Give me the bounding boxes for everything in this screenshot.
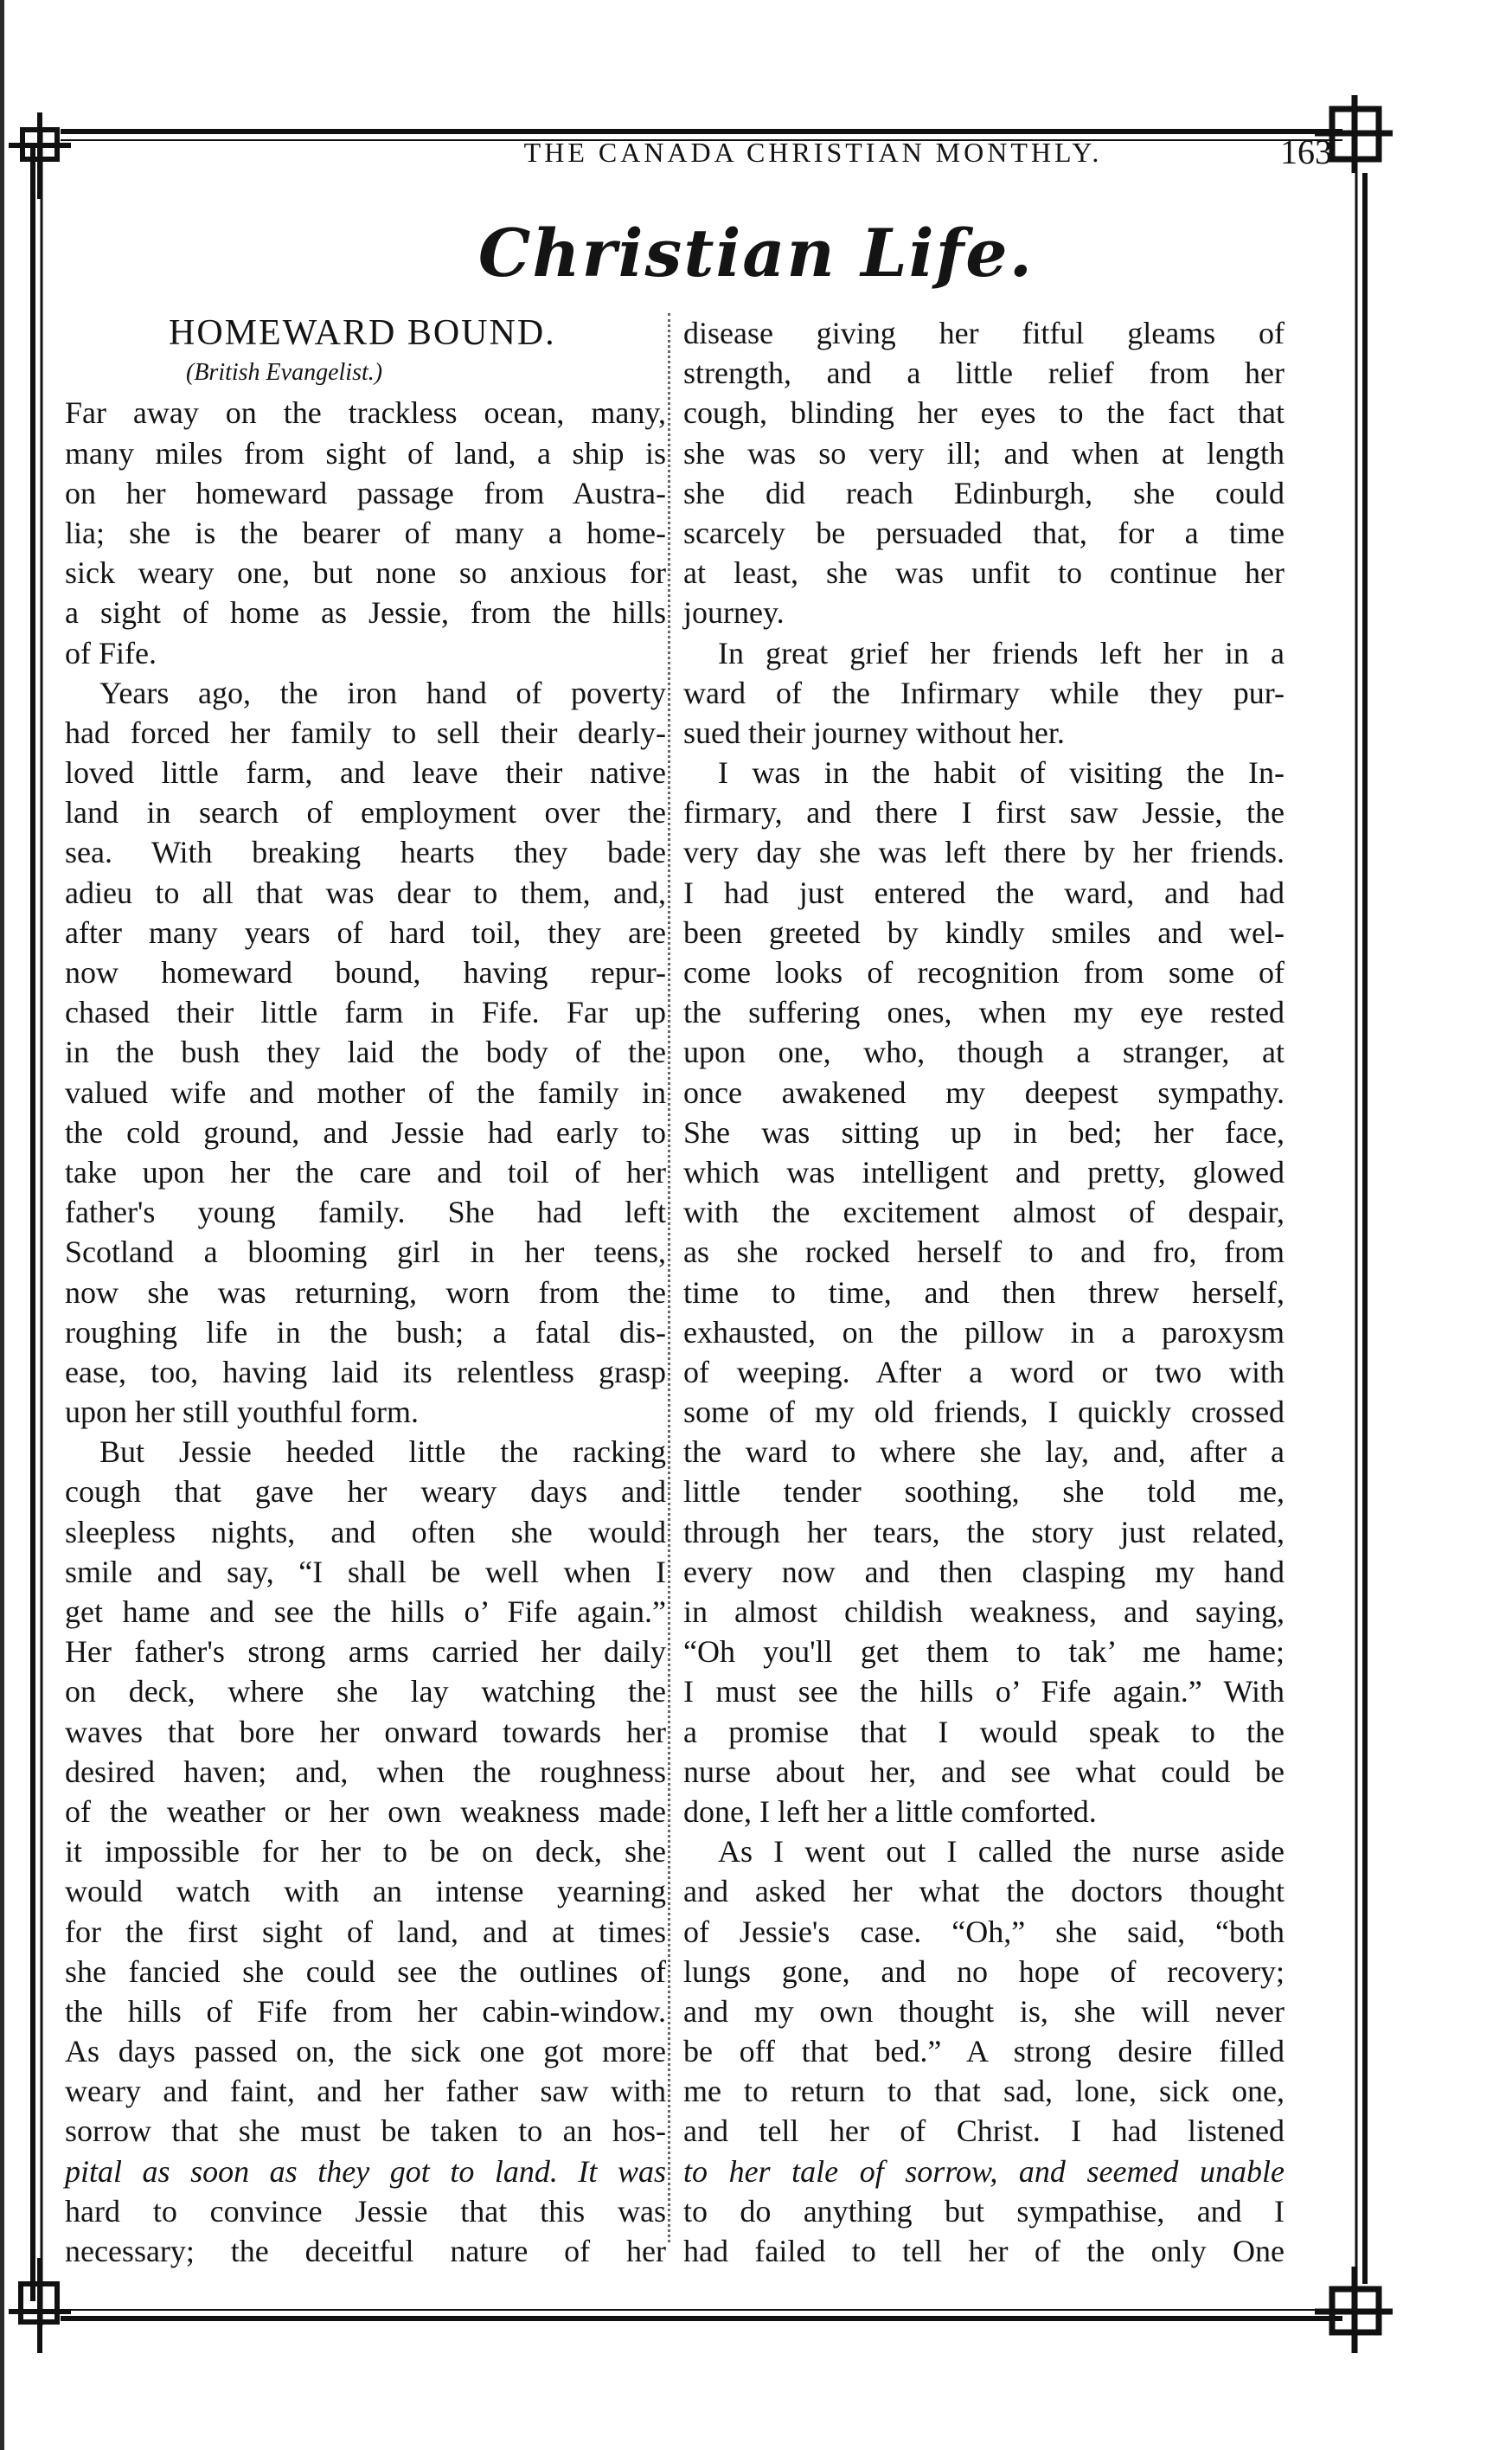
text-line: desired haven; and, when the roughness xyxy=(65,1754,666,1789)
text-line: she fancied she could see the outlines of xyxy=(65,1953,666,1989)
text-line: I must see the hills o’ Fife again.” With xyxy=(683,1674,1285,1709)
text-line: as she rocked herself to and fro, from xyxy=(683,1235,1285,1270)
text-line: now she was returning, worn from the xyxy=(65,1274,666,1310)
corner-ornament-bottom-right xyxy=(1315,2267,1393,2353)
text-line: a sight of home as Jessie, from the hills xyxy=(65,595,666,631)
text-line: the cold ground, and Jessie had early to xyxy=(65,1114,666,1150)
article-title: HOMEWARD BOUND. xyxy=(169,313,556,353)
text-line: the ward to where she lay, and, after a xyxy=(683,1434,1285,1470)
text-line: now homeward bound, having repur- xyxy=(65,955,666,990)
text-line: scarcely be persuaded that, for a time xyxy=(683,515,1285,550)
text-line: in the bush they laid the body of the xyxy=(65,1035,666,1070)
text-line: smile and say, “I shall be well when I xyxy=(65,1554,666,1589)
text-line: exhausted, on the pillow in a paroxysm xyxy=(683,1314,1285,1350)
text-line: “Oh you'll get them to tak’ me hame; xyxy=(683,1634,1285,1670)
text-line: little tender soothing, she told me, xyxy=(683,1474,1285,1510)
text-line: to her tale of sorrow, and seemed unable xyxy=(683,2153,1285,2189)
text-line: had failed to tell her of the only One xyxy=(683,2234,1285,2268)
text-line: roughing life in the bush; a fatal dis- xyxy=(65,1314,666,1350)
text-line: In great grief her friends left her in a xyxy=(718,635,1285,670)
text-line: come looks of recognition from some of xyxy=(683,955,1285,990)
text-line: and tell her of Christ. I had listened xyxy=(683,2113,1285,2149)
text-line: cough, blinding her eyes to the fact that xyxy=(683,395,1285,431)
text-line: take upon her the care and toil of her xyxy=(65,1154,666,1190)
text-line: and my own thought is, she will never xyxy=(683,1993,1285,2029)
text-line: at least, she was unfit to continue her xyxy=(683,555,1285,591)
text-line: She was sitting up in bed; her face, xyxy=(683,1114,1285,1150)
text-line: waves that bore her onward towards her xyxy=(65,1714,666,1749)
text-line: me to return to that sad, lone, sick one, xyxy=(683,2074,1285,2109)
text-line: the hills of Fife from her cabin-window. xyxy=(65,1993,666,2029)
text-line: lia; she is the bearer of many a home- xyxy=(65,515,666,550)
text-line: I had just entered the ward, and had xyxy=(683,875,1285,910)
text-line: father's young family. She had left xyxy=(65,1195,666,1230)
text-line: many miles from sight of land, a ship is xyxy=(65,435,666,471)
text-line: done, I left her a little comforted. xyxy=(683,1793,1097,1829)
text-line: on deck, where she lay watching the xyxy=(65,1674,666,1709)
text-line: the suffering ones, when my eye rested xyxy=(683,995,1285,1030)
text-line: she was so very ill; and when at length xyxy=(683,435,1285,471)
text-line: chased their little farm in Fife. Far up xyxy=(65,995,666,1030)
corner-ornament-top-left xyxy=(9,112,71,199)
page-number: 163 xyxy=(1280,132,1332,171)
text-line: and asked her what the doctors thought xyxy=(683,1874,1285,1909)
article-source: (British Evangelist.) xyxy=(186,359,383,387)
right-column xyxy=(683,313,1285,2271)
text-line: Years ago, the iron hand of poverty xyxy=(99,675,666,710)
text-line: ease, too, having laid its relentless grasp xyxy=(65,1354,666,1389)
text-line: a promise that I would speak to the xyxy=(683,1714,1285,1749)
text-line: it impossible for her to be on deck, she xyxy=(65,1834,666,1870)
text-line: sea. With breaking hearts they bade xyxy=(65,835,666,870)
text-line: sleepless nights, and often she would xyxy=(65,1514,666,1549)
text-line: disease giving her fitful gleams of xyxy=(683,316,1285,350)
text-line: time to time, and then threw herself, xyxy=(683,1274,1285,1310)
page-header xyxy=(311,132,1332,180)
text-line: sick weary one, but none so anxious for xyxy=(65,555,666,591)
text-line: pital as soon as they got to land. It was xyxy=(65,2153,666,2189)
text-line: some of my old friends, I quickly crossed xyxy=(683,1395,1285,1430)
text-line: But Jessie heeded little the racking xyxy=(99,1434,666,1470)
text-line: been greeted by kindly smiles and wel- xyxy=(683,914,1285,950)
text-line: very day she was left there by her friends. xyxy=(683,835,1285,870)
text-line: journey. xyxy=(683,595,785,631)
text-line: be off that bed.” A strong desire filled xyxy=(683,2034,1285,2069)
text-line: of Fife. xyxy=(65,635,157,670)
text-line: of the weather or her own weakness made xyxy=(65,1793,666,1829)
text-line: strength, and a little relief from her xyxy=(683,356,1285,391)
text-line: with the excitement almost of despair, xyxy=(683,1195,1285,1230)
text-line: loved little farm, and leave their native xyxy=(65,755,666,791)
column-divider xyxy=(668,313,670,2242)
text-line: adieu to all that was dear to them, and, xyxy=(65,875,666,910)
text-line: I was in the habit of visiting the In- xyxy=(718,755,1285,791)
text-line: sued their journey without her. xyxy=(683,715,1065,750)
text-line: in almost childish weakness, and saying, xyxy=(683,1594,1285,1629)
text-line: firmary, and there I first saw Jessie, the xyxy=(683,795,1285,831)
text-line: of weeping. After a word or two with xyxy=(683,1354,1285,1389)
text-line: after many years of hard toil, they are xyxy=(65,914,666,950)
text-line: necessary; the deceitful nature of her xyxy=(65,2234,666,2268)
text-line: weary and faint, and her father saw with xyxy=(65,2074,666,2109)
text-line: get hame and see the hills o’ Fife again.” xyxy=(65,1594,666,1629)
text-line: valued wife and mother of the family in xyxy=(65,1074,666,1110)
text-line: once awakened my deepest sympathy. xyxy=(683,1074,1285,1110)
text-line: land in search of employment over the xyxy=(65,795,666,831)
text-line: which was intelligent and pretty, glowed xyxy=(683,1154,1285,1190)
text-line: hard to convince Jessie that this was xyxy=(65,2193,666,2229)
corner-ornament-bottom-left xyxy=(9,2258,71,2353)
text-line: to do anything but sympathise, and I xyxy=(683,2193,1285,2229)
text-line: As I went out I called the nurse aside xyxy=(718,1834,1285,1870)
left-column xyxy=(65,313,666,2271)
text-line: for the first sight of land, and at times xyxy=(65,1914,666,1949)
text-line: through her tears, the story just related, xyxy=(683,1514,1285,1549)
text-line: cough that gave her weary days and xyxy=(65,1474,666,1510)
text-line: ward of the Infirmary while they pur- xyxy=(683,675,1285,710)
text-line: Far away on the trackless ocean, many, xyxy=(65,395,666,431)
text-line: lungs gone, and no hope of recovery; xyxy=(683,1953,1285,1989)
text-line: As days passed on, the sick one got more xyxy=(65,2034,666,2069)
running-head: THE CANADA CHRISTIAN MONTHLY. xyxy=(523,137,1103,168)
text-line: Her father's strong arms carried her daily xyxy=(65,1634,666,1670)
text-line: had forced her family to sell their dearly- xyxy=(65,715,666,750)
section-title: Christian Life. xyxy=(477,215,1035,292)
text-line: she did reach Edinburgh, she could xyxy=(683,475,1285,510)
text-line: upon one, who, though a stranger, at xyxy=(683,1035,1285,1070)
text-line: on her homeward passage from Austra- xyxy=(65,475,666,510)
text-line: nurse about her, and see what could be xyxy=(683,1754,1285,1789)
text-line: Scotland a blooming girl in her teens, xyxy=(65,1235,666,1270)
text-line: every now and then clasping my hand xyxy=(683,1554,1285,1589)
text-line: of Jessie's case. “Oh,” she said, “both xyxy=(683,1914,1285,1949)
text-line: upon her still youthful form. xyxy=(65,1395,419,1430)
text-line: would watch with an intense yearning xyxy=(65,1874,666,1909)
text-line: sorrow that she must be taken to an hos- xyxy=(65,2113,666,2149)
